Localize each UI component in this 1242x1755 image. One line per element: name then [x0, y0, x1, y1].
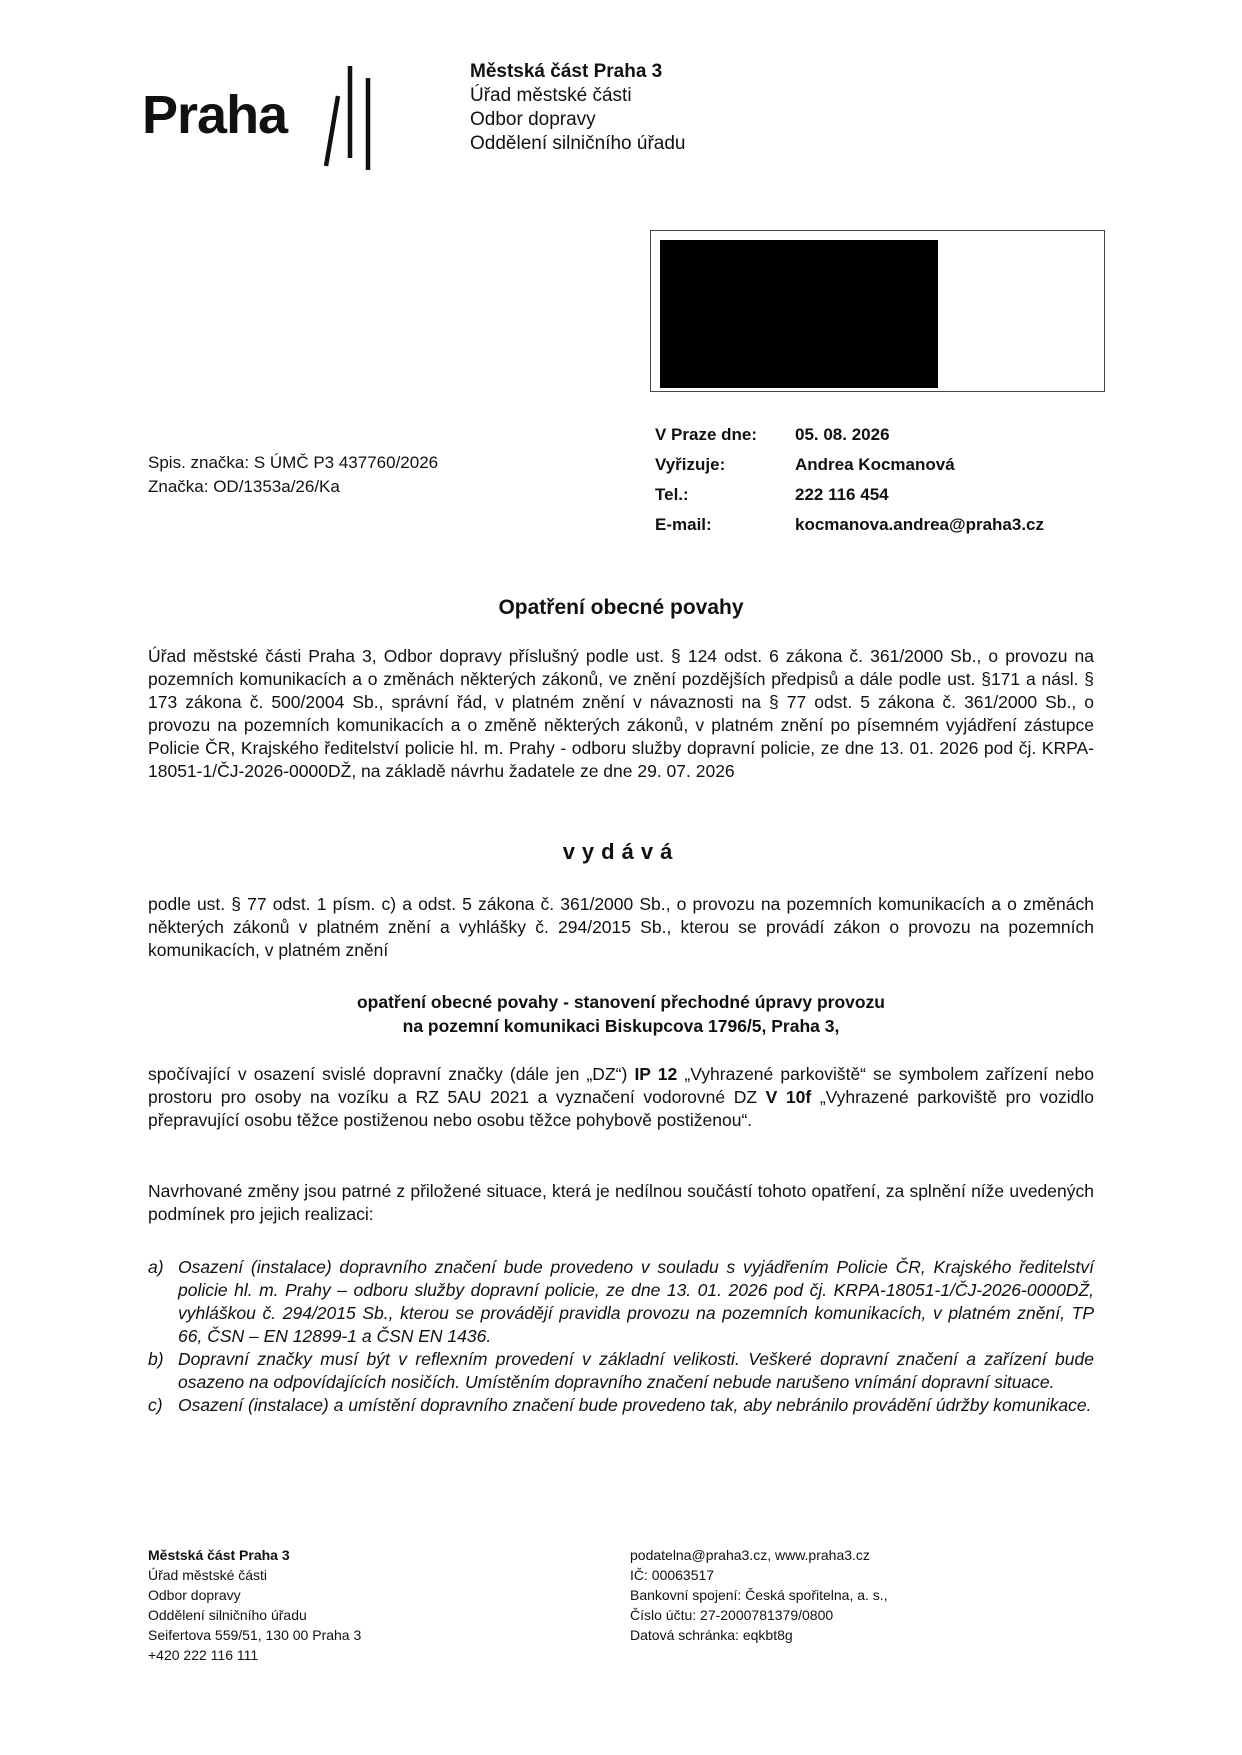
sign-code-v10f: V 10f — [765, 1087, 812, 1107]
header-org: Městská část Praha 3 — [470, 61, 663, 82]
measure-line-1: opatření obecné povahy - stanovení přechodné úpravy provozu — [356, 992, 886, 1012]
condition-text: Dopravní značky musí být v reflexním provedení v základní velikosti. Veškeré dopravní značení a zařízení bude osazeno na odpovídajících nosičích. Umístěním dopravního značení nebude narušeno vnímání dopravní situace. — [178, 1349, 1094, 1392]
znacka: Značka: OD/1353a/26/Ka — [148, 477, 340, 496]
email-label: E-mail: — [655, 515, 712, 534]
measure-line-2: na pozemní komunikaci Biskupcova 1796/5, Praha 3, — [402, 1016, 840, 1036]
date-row — [655, 420, 1044, 450]
condition-label: c) — [148, 1395, 163, 1415]
logo-text: Praha — [142, 85, 288, 145]
conditions-list — [148, 1256, 1094, 1417]
handler-label: Vyřizuje: — [655, 455, 726, 474]
footer-department: Odbor dopravy — [148, 1587, 241, 1603]
footer-org: Městská část Praha 3 — [148, 1547, 290, 1563]
condition-label: b) — [148, 1349, 164, 1369]
phone-value: 222 116 454 — [795, 485, 889, 504]
header-block — [470, 60, 685, 156]
header-department: Odbor dopravy — [470, 109, 596, 130]
footer-databox: Datová schránka: eqkbt8g — [630, 1627, 793, 1643]
sign-code-ip12: IP 12 — [634, 1064, 678, 1084]
header-section: Oddělení silničního úřadu — [470, 133, 686, 154]
condition-item — [148, 1256, 1094, 1348]
footer-account: Číslo účtu: 27-2000781379/0800 — [630, 1607, 834, 1623]
condition-text: Osazení (instalace) a umístění dopravního značení bude provedeno tak, aby nebránilo provádění údržby komunikace. — [178, 1395, 1092, 1415]
email-value[interactable]: kocmanova.andrea@praha3.cz — [795, 515, 1045, 534]
spociva-text-3: „Vyhrazené parkoviště pro vozidlo přepravující osobu těžce postiženou nebo osobu těžce pohybově postiženou“. — [148, 1087, 1095, 1130]
email-row — [655, 510, 1044, 540]
date-label: V Praze dne: — [655, 425, 758, 444]
navrhovane-paragraph: Navrhované změny jsou patrné z přiložené situace, která je nedílnou součástí tohoto opatření, za splnění níže uvedených podmínek pro jejich realizaci: — [148, 1181, 1094, 1224]
vydava-heading: vydává — [562, 839, 680, 864]
spis-znacka: Spis. značka: S ÚMČ P3 437760/2026 — [148, 453, 439, 472]
footer-ico: IČ: 00063517 — [630, 1567, 715, 1583]
footer-phone: +420 222 116 111 — [148, 1647, 259, 1663]
footer-bank: Bankovní spojení: Česká spořitelna, a. s., — [630, 1587, 888, 1603]
intro-paragraph: Úřad městské části Praha 3, Odbor dopravy příslušný podle ust. § 124 odst. 6 zákona č. 361/2000 Sb., o provozu na pozemních komunikacích a o změnách některých zákonů, ve znění pozdějších předpisů a dále podle ust. §171 a násl. § 173 zákona č. 500/2004 Sb., správní řád, v platném znění v návaznosti na § 77 odst. 5 zákona č. 361/2000 Sb., o provozu na pozemních komunikacích a o změně některých zákonů, v platném znění po písemném vyjádření zástupce Policie ČR, Krajského ředitelství policie hl. m. Prahy - odboru služby dopravní policie, ze dne 13. 01. 2026 pod čj. KRPA-18051-1/ČJ-2026-0000DŽ, na základě návrhu žadatele ze dne 29. 07. 2026 — [148, 646, 1094, 781]
header-office: Úřad městské části — [470, 85, 632, 106]
footer-address: Seifertova 559/51, 130 00 Praha 3 — [148, 1627, 362, 1643]
reference-right — [655, 420, 1044, 540]
measure-heading — [148, 990, 1094, 1038]
phone-row — [655, 480, 1044, 510]
spociva-paragraph — [148, 1063, 1094, 1132]
redaction-block — [660, 240, 938, 388]
handler-row — [655, 450, 1044, 480]
logo-icon — [318, 58, 388, 170]
footer-section: Oddělení silničního úřadu — [148, 1607, 307, 1623]
condition-item — [148, 1348, 1094, 1394]
footer-office: Úřad městské části — [148, 1567, 268, 1583]
footer-contact[interactable]: podatelna@praha3.cz, www.praha3.cz — [630, 1547, 870, 1563]
condition-text: Osazení (instalace) dopravního značení bude provedeno v souladu s vyjádřením Policie ČR, Krajského ředitelství policie hl. m. Prahy – odboru služby dopravní policie, ze dne 13. 01. 2026 pod čj. KRPA-18051-1/ČJ-2026-0000DŽ, vyhláškou č. 294/2015 Sb., kterou se provádějí pravidla provozu na pozemních komunikacích, v platném znění, TP 66, ČSN – EN 12899-1 a ČSN EN 1436. — [178, 1257, 1094, 1346]
spociva-text-1: spočívající v osazení svislé dopravní značky (dále jen „DZ“) — [148, 1064, 635, 1084]
phone-label: Tel.: — [655, 485, 689, 504]
reference-left — [148, 451, 438, 499]
footer-left — [148, 1545, 361, 1665]
date-value: 05. 08. 2026 — [795, 425, 890, 444]
condition-label: a) — [148, 1257, 164, 1277]
footer-right — [630, 1545, 888, 1645]
condition-item — [148, 1394, 1094, 1417]
legal-basis-paragraph: podle ust. § 77 odst. 1 písm. c) a odst. 5 zákona č. 361/2000 Sb., o provozu na pozemních komunikacích a o změnách některých zákonů v platném znění a vyhlášky č. 294/2015 Sb., kterou se provádí zákon o provozu na pozemních komunikacích, v platném znění — [148, 894, 1094, 960]
page-title: Opatření obecné povahy — [498, 596, 744, 619]
handler-value: Andrea Kocmanová — [795, 455, 955, 474]
spociva-text-2: „Vyhrazené parkoviště“ se symbolem zařízení nebo prostoru pro osoby na vozíku a RZ 5AU 2021 a vyznačení vodorovné DZ — [148, 1064, 1094, 1107]
